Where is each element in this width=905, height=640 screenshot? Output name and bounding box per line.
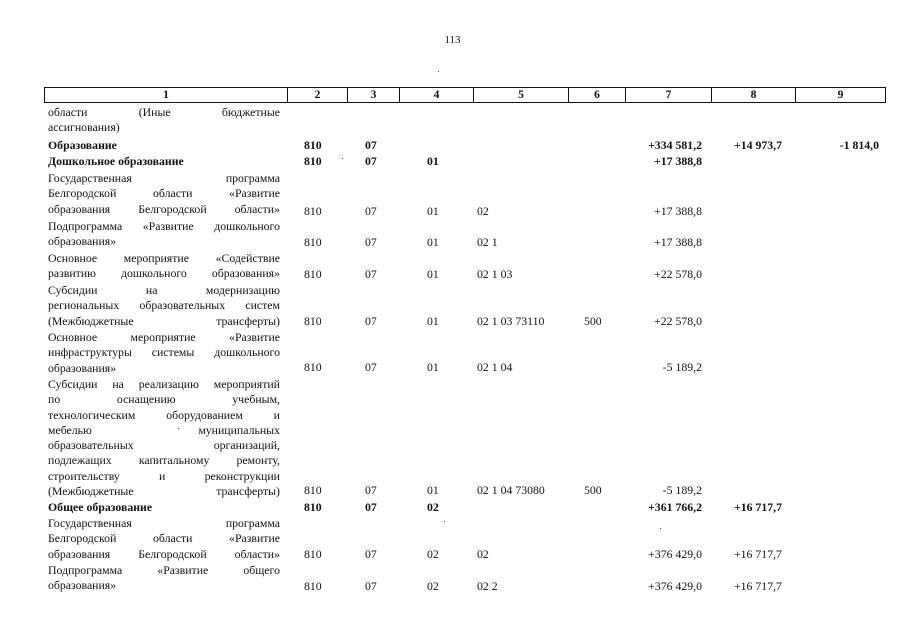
row-name: Основное мероприятие «Развитие инфраструктуры системы дошкольного образования» (48, 330, 280, 375)
row-code-col4: 01 (427, 314, 439, 328)
row-name: Субсидии на модернизацию региональных образовательных систем (Межбюджетные трансферты) (48, 283, 280, 328)
row-amount-col8: +16 717,7 (734, 547, 782, 561)
row-amount-col7: +376 429,0 (648, 579, 702, 593)
row-code-col4: 01 (427, 483, 439, 497)
row-code-col2: 810 (304, 500, 322, 514)
row-code-col6: 500 (584, 314, 602, 328)
row-code-col5: 02 (477, 204, 489, 218)
row-amount-col8: +16 717,7 (734, 579, 782, 593)
row-code-col3: 07 (365, 579, 377, 593)
row-name: Субсидии на реализацию мероприятий по оснащению учебным, технологическим оборудованием и мебелью муниципальных образовательных организаций, подлежащих капитальному ремонту, строительству и реконструкции (Межбюджетные трансферты) (48, 377, 280, 499)
row-code-col2: 810 (304, 483, 322, 497)
scan-speck (660, 528, 661, 529)
row-code-col4: 02 (427, 500, 439, 514)
row-code-col3: 07 (365, 500, 377, 514)
header-col-7: 7 (625, 88, 711, 102)
row-name: Общее образование (48, 500, 153, 514)
header-col-6: 6 (568, 88, 625, 102)
row-code-col3: 07 (365, 360, 377, 374)
row-name: области (Иные бюджетные ассигнования) (48, 105, 280, 135)
header-col-1: 1 (163, 89, 169, 101)
row-code-col3: 07 (365, 138, 377, 152)
row-amount-col7: +361 766,2 (648, 500, 702, 514)
row-code-col4: 01 (427, 235, 439, 249)
page-number: 113 (444, 34, 461, 46)
row-amount-col7: +17 388,8 (654, 204, 702, 218)
row-name: Государственная программа Белгородской области «Развитие образования Белгородской области» (48, 171, 280, 216)
row-code-col3: 07 (365, 267, 377, 281)
row-amount-col7: +334 581,2 (648, 138, 702, 152)
row-code-col2: 810 (304, 360, 322, 374)
row-name: Государственная программа Белгородской области «Развитие образования Белгородской области» (48, 516, 280, 561)
row-code-col5: 02 1 04 (477, 360, 513, 374)
row-name: Дошкольное образование (48, 154, 184, 168)
row-code-col3: 07 (365, 483, 377, 497)
row-code-col2: 810 (304, 235, 322, 249)
row-code-col4: 01 (427, 204, 439, 218)
row-code-col3: 07 (365, 235, 377, 249)
row-code-col2: 810 (304, 204, 322, 218)
row-amount-col7: +17 388,8 (653, 154, 702, 168)
row-code-col2: 810 (304, 267, 322, 281)
row-code-col5: 02 1 03 (477, 267, 513, 281)
row-name: Подпрограмма «Развитие общего образования» (48, 563, 280, 593)
row-amount-col7: -5 189,2 (662, 483, 702, 497)
row-code-col5: 02 (477, 547, 489, 561)
row-amount-col7: +376 429,0 (648, 547, 702, 561)
header-col-9: 9 (795, 88, 885, 102)
row-code-col4: 01 (427, 267, 439, 281)
row-code-col6: 500 (584, 483, 602, 497)
row-amount-col7: -5 189,2 (662, 360, 702, 374)
header-col-4: 4 (399, 88, 473, 102)
scan-speck (444, 521, 445, 522)
row-amount-col8: +14 973,7 (734, 138, 783, 152)
row-code-col5: 02 1 03 73110 (477, 314, 545, 328)
row-code-col5: 02 2 (477, 579, 498, 593)
row-amount-col8: +16 717,7 (734, 500, 783, 514)
row-code-col2: 810 (304, 138, 322, 152)
header-col-8: 8 (711, 88, 795, 102)
row-code-col4: 01 (427, 360, 439, 374)
row-code-col3: 07 (365, 547, 377, 561)
row-code-col2: 810 (304, 154, 322, 168)
row-amount-col7: +22 578,0 (654, 267, 702, 281)
header-col-5: 5 (473, 88, 568, 102)
row-code-col5: 02 1 04 73080 (477, 483, 545, 497)
row-code-col4: 02 (427, 547, 439, 561)
row-code-col4: 02 (427, 579, 439, 593)
header-col-2: 2 (287, 88, 347, 102)
row-name: Подпрограмма «Развитие дошкольного образования» (48, 219, 280, 249)
row-code-col2: 810 (304, 579, 322, 593)
row-name: Основное мероприятие «Содействие развитию дошкольного образования» (48, 251, 280, 281)
scan-speck (342, 158, 343, 159)
row-code-col3: 07 (365, 314, 377, 328)
row-code-col5: 02 1 (477, 235, 498, 249)
row-amount-col7: +17 388,8 (654, 235, 702, 249)
row-code-col2: 810 (304, 547, 322, 561)
scan-speck (438, 71, 439, 72)
table-header (44, 87, 886, 103)
row-code-col3: 07 (365, 154, 377, 168)
row-amount-col9: -1 814,0 (839, 138, 879, 152)
row-code-col4: 01 (427, 154, 439, 168)
row-name: Образование (48, 138, 117, 152)
row-code-col2: 810 (304, 314, 322, 328)
row-code-col3: 07 (365, 204, 377, 218)
row-amount-col7: +22 578,0 (654, 314, 702, 328)
header-col-3: 3 (347, 88, 399, 102)
